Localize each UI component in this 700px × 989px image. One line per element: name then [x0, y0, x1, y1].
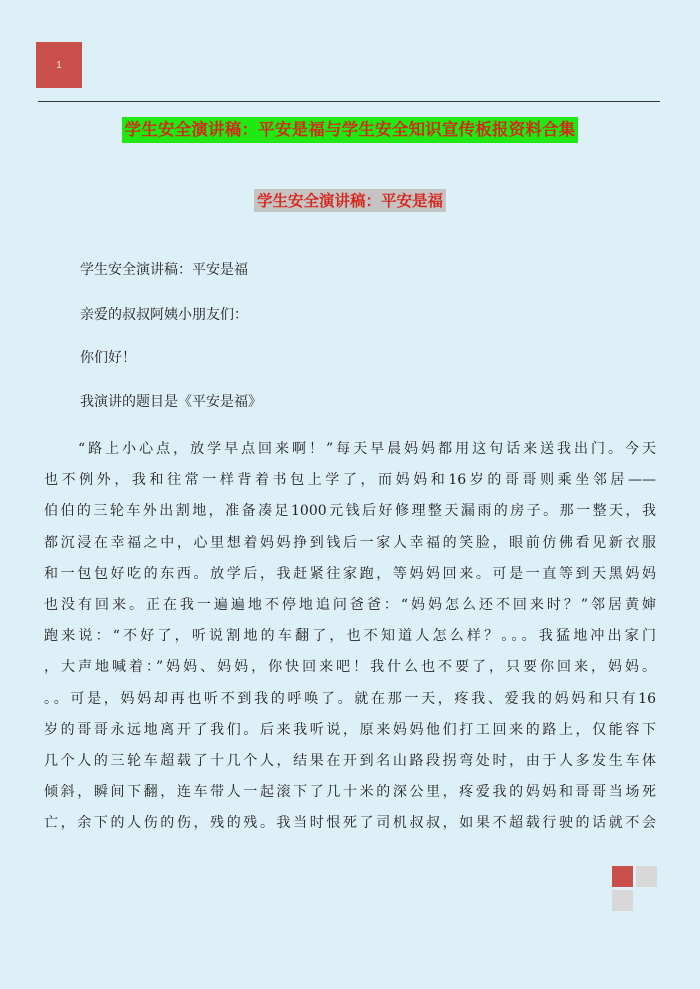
page-number: 1 — [56, 59, 62, 71]
body-line: 也不例外，我和往常一样背着书包上学了，而妈妈和16岁的哥哥则乘坐邻居—— — [44, 472, 656, 489]
body-line: 和一包包好吃的东西。放学后，我赶紧往家跑，等妈妈回来。可是一直等到天黑妈妈 — [44, 565, 656, 582]
speech-body — [44, 434, 656, 839]
page-number-badge — [36, 42, 82, 88]
header-divider — [38, 101, 660, 102]
corner-decoration-square — [612, 866, 633, 887]
body-line: 岁的哥哥永远地离开了我们。后来我听说，原来妈妈他们打工回来的路上，仅能容下 — [44, 721, 656, 738]
intro-line-hello: 你们好！ — [80, 350, 136, 366]
intro-line-speech-title: 学生安全演讲稿：平安是福 — [80, 262, 248, 278]
intro-line-greeting: 亲爱的叔叔阿姨小朋友们： — [80, 307, 248, 323]
section-title — [0, 189, 700, 212]
body-line: 也没有回来。正在我一遍遍地不停地追问爸爸：“妈妈怎么还不回来时？”邻居黄婶 — [44, 596, 656, 613]
body-line: 倾斜，瞬间下翻，连车带人一起滚下了几十米的深公里，疼爱我的妈妈和哥哥当场死 — [44, 784, 656, 801]
document-title-text: 学生安全演讲稿：平安是福与学生安全知识宣传板报资料合集 — [122, 117, 579, 143]
section-title-text: 学生安全演讲稿：平安是福 — [254, 189, 446, 212]
body-line: 几个人的三轮车超载了十几个人，结果在开到名山路段拐弯处时，由于人多发生车体 — [44, 752, 656, 769]
body-line: ，大声地喊着：”妈妈、妈妈，你快回来吧！我什么也不要了，只要你回来，妈妈。 — [44, 659, 656, 676]
body-line: 伯伯的三轮车外出割地，准备凑足1000元钱后好修理整天漏雨的房子。那一整天，我 — [44, 503, 656, 520]
body-line: 都沉浸在幸福之中，心里想着妈妈挣到钱后一家人幸福的笑脸，眼前仿佛看见新衣服 — [44, 534, 656, 551]
document-title — [0, 117, 700, 143]
body-line: 。。可是，妈妈却再也听不到我的呼唤了。就在那一天，疼我、爱我的妈妈和只有16 — [44, 690, 656, 707]
corner-decoration-square — [612, 890, 633, 911]
body-line: “路上小心点，放学早点回来啊！”每天早晨妈妈都用这句话来送我出门。今天 — [78, 441, 656, 457]
body-line: 跑来说：“不好了，听说割地的车翻了，也不知道人怎么样？。。。我猛地冲出家门 — [44, 628, 656, 645]
corner-decoration-square — [636, 866, 657, 887]
body-line: 亡，余下的人伤的伤，残的残。我当时恨死了司机叔叔，如果不超载行驶的话就不会 — [44, 815, 656, 832]
intro-line-topic: 我演讲的题目是《平安是福》 — [80, 394, 262, 410]
